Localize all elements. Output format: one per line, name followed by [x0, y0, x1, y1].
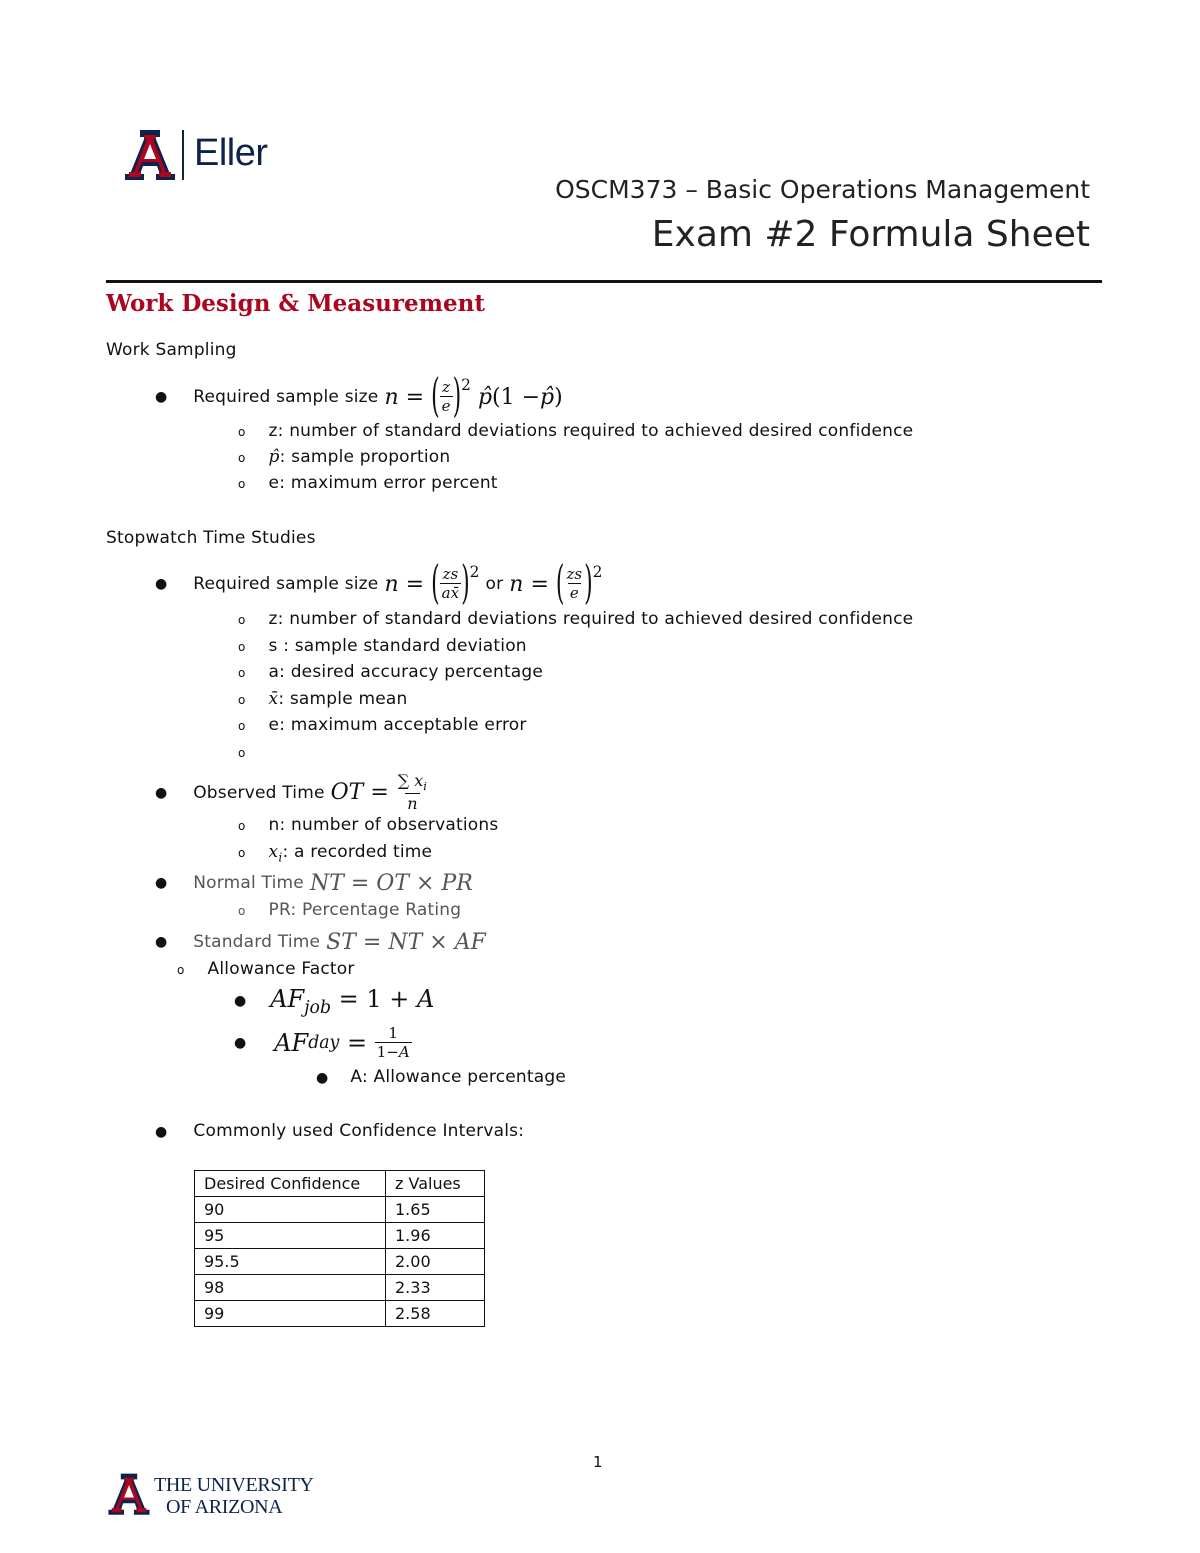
list-item: o s : sample standard deviation — [238, 635, 527, 656]
list-item: o $x_i$: a recorded time — [238, 842, 433, 865]
eller-logo — [122, 128, 282, 184]
page-title: Exam #2 Formula Sheet — [651, 214, 1090, 255]
standard-formula: ST = NT × AF — [326, 929, 486, 955]
normal-defs — [238, 900, 461, 927]
header-rule — [106, 280, 1102, 283]
allowance-def-item: ● A: Allowance percentage — [316, 1067, 567, 1087]
university-logo — [106, 1472, 314, 1522]
list-item: o n: number of observations — [238, 815, 499, 835]
table-row: 95 1.96 — [195, 1223, 485, 1249]
list-item: o p̂: sample proportion — [238, 447, 451, 467]
observed-bullet: ● Observed Time OT = $\frac{\sum x_i}{n}$ — [155, 770, 427, 814]
list-item: o z: number of standard deviations required to achieved desired confidence — [238, 609, 914, 629]
course-title: OSCM373 – Basic Operations Management — [555, 175, 1090, 204]
observed-formula: OT = $\frac{\sum x_i}{n}$ — [330, 770, 427, 814]
observed-defs — [238, 815, 498, 869]
section-title: Work Design & Measurement — [106, 290, 485, 317]
table-row: 95.5 2.00 — [195, 1249, 485, 1275]
table-header-row — [195, 1171, 485, 1197]
arizona-a-footer-icon — [106, 1472, 152, 1518]
table-header-cell: z Values — [386, 1171, 485, 1197]
table-header-cell: Desired Confidence — [195, 1171, 386, 1197]
list-item: o — [238, 745, 246, 760]
work-sampling-defs — [238, 421, 913, 499]
list-item: o x̄: sample mean — [238, 688, 408, 709]
stopwatch-heading: Stopwatch Time Studies — [106, 528, 316, 548]
stopwatch-bullet: ● Required sample size n = ( $\frac{zs}{ax̄}$ ) 2 or n = ( $\frac{zs}{e}$ ) 2 — [155, 557, 603, 611]
stopwatch-formula: n = ( $\frac{zs}{ax̄}$ ) 2 or n = ( $\frac{zs}{e}$ ) 2 — [384, 557, 603, 611]
normal-bullet: ● Normal Time NT = OT × PR — [155, 870, 473, 896]
list-item: o e: maximum acceptable error — [238, 715, 527, 735]
normal-formula: NT = OT × PR — [309, 870, 473, 896]
work-sampling-bullet: ● Required sample size n = ( $\frac{z}{e}$ ) 2 p̂ (1 − p̂ ) — [155, 370, 563, 424]
af-job-item: ● $AF_{job} = 1 + A$ — [234, 984, 435, 1018]
table-row: 99 2.58 — [195, 1301, 485, 1327]
page-number: 1 — [593, 1453, 603, 1471]
af-day-item: ● AF day = $\frac{1}{1-A}$ — [234, 1024, 410, 1061]
allowance-item: o Allowance Factor — [177, 959, 355, 979]
list-item: o PR: Percentage Rating — [238, 900, 462, 920]
work-sampling-heading: Work Sampling — [106, 340, 237, 360]
university-line2: OF ARIZONA — [166, 1496, 283, 1518]
confidence-table — [194, 1170, 485, 1327]
table-row: 98 2.33 — [195, 1275, 485, 1301]
list-item: o e: maximum error percent — [238, 473, 498, 493]
list-item: o z: number of standard deviations required to achieved desired confidence — [238, 421, 914, 441]
stopwatch-defs — [238, 609, 913, 768]
arizona-a-logo-icon — [122, 130, 178, 182]
list-item: o a: desired accuracy percentage — [238, 662, 544, 682]
confidence-bullet: ● Commonly used Confidence Intervals: — [155, 1121, 525, 1141]
table-row: 90 1.65 — [195, 1197, 485, 1223]
standard-bullet: ● Standard Time ST = NT × AF — [155, 929, 486, 955]
university-line1: THE UNIVERSITY — [154, 1474, 314, 1496]
sample-size-formula: n = ( $\frac{z}{e}$ ) 2 p̂ (1 − p̂ ) — [384, 370, 563, 424]
eller-wordmark: Eller — [194, 132, 268, 174]
